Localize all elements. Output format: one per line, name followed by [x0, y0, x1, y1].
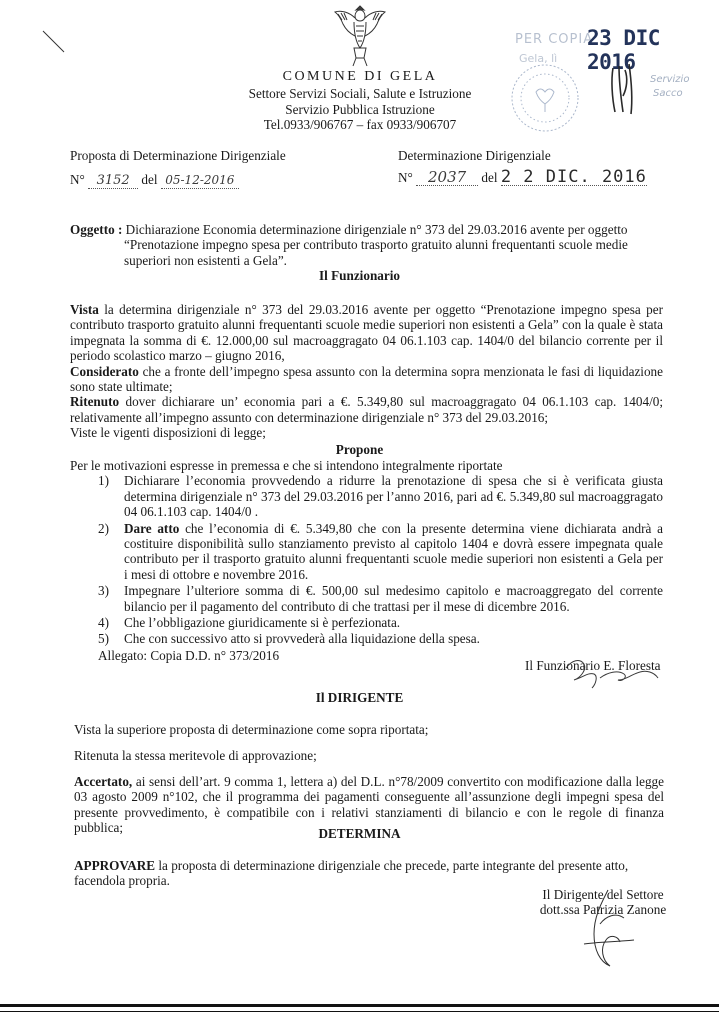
propone-item-number: 1) [98, 473, 109, 489]
det-del: del [481, 170, 498, 185]
dirigente-signature-scribble-icon [570, 884, 650, 974]
proposta-number-line [70, 172, 280, 189]
receipt-stamp [505, 26, 710, 146]
propone-item-number: 2) [98, 520, 109, 536]
approvare-keyword: APPROVARE [74, 858, 156, 873]
propone-item [70, 583, 663, 614]
contact-line: Tel.0933/906767 – fax 0933/906707 [263, 117, 457, 132]
proposta-num-prefix: N° [70, 172, 85, 187]
scan-mark [40, 28, 70, 58]
propone-heading: Propone [335, 442, 384, 457]
propone-item [70, 473, 663, 519]
vista-keyword: Vista [70, 302, 99, 317]
accertato-keyword: Accertato, [74, 774, 133, 789]
proposta-label: Proposta di Determinazione Dirigenziale [70, 148, 286, 163]
servizio-name: Servizio Pubblica Istruzione [285, 101, 435, 117]
considerato-text: che a fronte dell’impegno spesa assunto con la determina sopra menzionata le fasi di liquidazione sono state ultimate; [70, 363, 664, 395]
propone-item [70, 615, 663, 630]
proposta-date: 05-12-2016 [161, 173, 239, 189]
propone-item [70, 521, 663, 583]
propone-item-number: 5) [98, 631, 109, 647]
funzionario-heading: Il Funzionario [319, 268, 400, 283]
viste-paragraph: Viste le vigenti disposizioni di legge; [70, 425, 266, 441]
stamp-place: Gela, lì [519, 52, 558, 65]
propone-item-text: Impegnare l’ulteriore somma di €. 500,00 sul medesimo capitolo e macroaggregato del corrente bilancio per il pagamento del contributo di che trattasi per il mese di dicembre 2016. [124, 583, 663, 614]
stamp-office-2: Sacco [653, 88, 683, 99]
stamp-signature-icon [605, 60, 645, 120]
det-number: 2037 [416, 170, 478, 186]
comune-name: COMUNE DI GELA [282, 69, 438, 84]
settore-name: Settore Servizi Sociali, Salute e Istruzione [248, 86, 472, 101]
propone-item-text: Dichiarare l’economia provvedendo a ridurre la prenotazione di spesa che si è verificata giusta determina dirigenziale n° 373 del 29.03.2016 per l’anno 2016, pari ad €. 5.349,80 sul macroaggragato 04 06.1.103 cap. 1404/0 . [124, 473, 663, 520]
oggetto-block [70, 222, 660, 268]
funzionario-body [70, 302, 663, 441]
stamp-copy-text: PER COPIA [515, 32, 594, 47]
det-date: 2 2 DIC. 2016 [500, 167, 647, 187]
propone-item-text: Che con successivo atto si provvederà alla liquidazione della spesa. [124, 631, 480, 647]
propone-body [70, 458, 663, 663]
letterhead [200, 68, 520, 133]
proposta-number: 3152 [88, 173, 138, 189]
allegato-line: Allegato: Copia D.D. n° 373/2016 [98, 647, 280, 663]
proposta-del: del [141, 172, 158, 187]
vista-text: la determina dirigenziale n° 373 del 29.03.2016 avente per oggetto “Prenotazione impegno spesa per contributo trasporto gratuito alunni frequentanti scuole medie superiori non esistenti a Gela” con la quale è stata impegnata la somma di €. 12.000,00 sul macroaggragato 04 06.1.103 cap. 1404/0 del bilancio corrente per il periodo scolastico marzo – giugno 2016, [70, 302, 664, 364]
stamp-date: 23 DIC 2016 [587, 26, 660, 74]
oggetto-line-1: Dichiarazione Economia determinazione dirigenziale n° 373 del 29.03.2016 avente per oggetto [125, 222, 628, 237]
dirigente-signature-name: dott.ssa Patrizia Zanone [539, 902, 667, 918]
propone-item-keyword: Dare atto [124, 520, 180, 536]
funzionario-signature-scribble-icon [560, 648, 680, 696]
round-seal-icon [505, 58, 585, 138]
ritenuto-paragraph [70, 394, 663, 425]
determinazione-label: Determinazione Dirigenziale [398, 148, 551, 163]
det-num-prefix: N° [398, 170, 413, 185]
determina-heading: DETERMINA [318, 826, 401, 841]
coat-of-arms-emblem [330, 4, 390, 68]
oggetto-line-3: superiori non esistenti a Gela”. [124, 252, 287, 268]
considerato-paragraph [70, 364, 663, 395]
propone-item [70, 631, 663, 646]
approvare-text: la proposta di determinazione dirigenziale che precede, parte integrante del presente atto, facendola propria. [74, 858, 629, 889]
propone-item-number: 3) [98, 583, 109, 599]
oggetto-line-2: “Prenotazione impegno spesa per contributo trasporto gratuito alunni frequentanti scuole medie [124, 237, 628, 253]
oggetto-label: Oggetto : [70, 222, 123, 237]
propone-intro: Per le motivazioni espresse in premessa e che si intendono integralmente riportate [70, 458, 503, 473]
dirigente-p1: Vista la superiore proposta di determinazione come sopra riportata; [74, 722, 429, 737]
funzionario-signature-text: Il Funzionario E. Floresta [525, 658, 661, 673]
vista-paragraph [70, 302, 663, 364]
propone-item-text: Che l’obbligazione giuridicamente si è perfezionata. [124, 615, 401, 631]
propone-list [70, 473, 663, 646]
ritenuto-keyword: Ritenuto [70, 394, 120, 410]
propone-item-number: 4) [98, 615, 109, 631]
bottom-rule-thin [0, 1011, 719, 1012]
stamp-office-1: Servizio [650, 74, 690, 85]
ritenuto-text: dover dichiarare un’ economia pari a €. 5.349,80 sul macroaggragato 04 06.1.103 cap. 1404/0; relativamente all’impegno assunto con determinazione dirigenziale n° 373 del 29.03.2016; [70, 394, 664, 425]
dirigente-p2: Ritenuta la stessa meritevole di approvazione; [74, 748, 317, 763]
determinazione-number-line [398, 167, 698, 187]
dirigente-signature-title: Il Dirigente del Settore [542, 887, 664, 902]
accertato-text: ai sensi dell’art. 9 comma 1, lettera a) del D.L. n°78/2009 convertito con modificazione dalla legge 03 agosto 2009 n°102, che il programma dei pagamenti conseguente all’assunzione degli impegni spesa del presente provvedimento, è compatibile con i relativi stanziamenti di bilancio e con le regole di finanza pubblica; [74, 774, 664, 836]
dirigente-heading: Il DIRIGENTE [315, 690, 404, 705]
considerato-keyword: Considerato [70, 363, 139, 379]
propone-item-text: che l’economia di €. 5.349,80 che con la presente determina viene dichiarata andrà a costituire disponibilità sullo stanziamento previsto al capitolo 1404 e dovrà essere impegnata quale contributo per il trasporto gratuito alunni frequentanti scuole medie superiori non esistenti a Gela per i mesi di ottobre e novembre 2016. [124, 520, 663, 582]
bottom-rule-thick [0, 1004, 719, 1007]
